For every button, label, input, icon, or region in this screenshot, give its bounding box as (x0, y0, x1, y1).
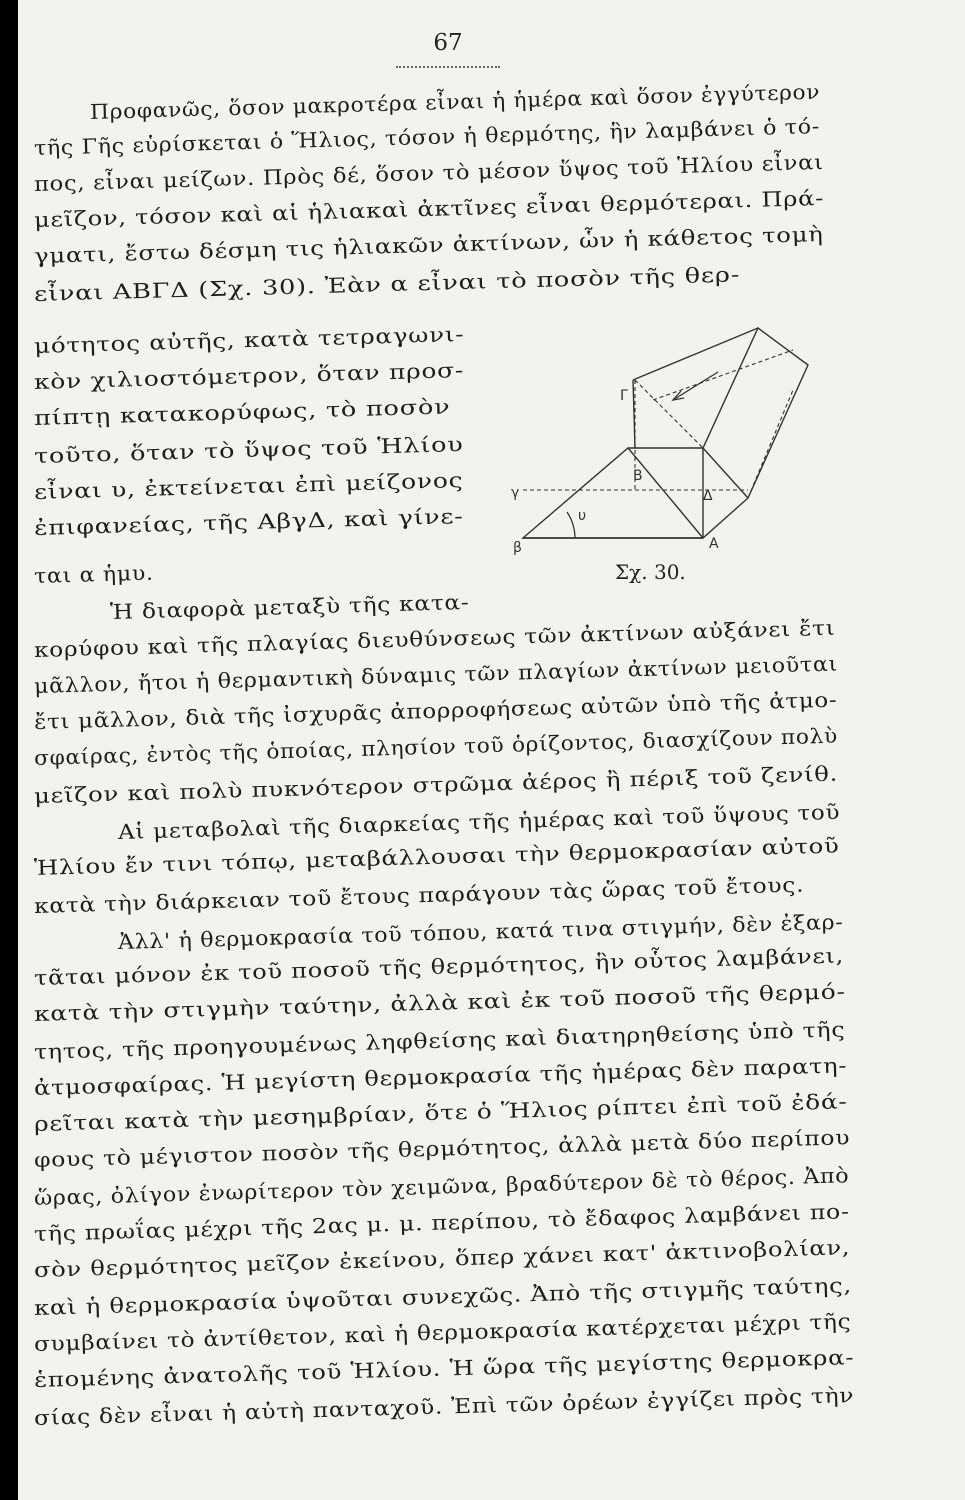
text-line: Ἡλίου ἔν τινι τόπῳ, μεταβάλλουσαι τὴν θερμοκρασίαν αὐτοῦ (33, 833, 840, 880)
ray-arrow (673, 372, 718, 400)
text-line: μᾶλλον, ἤτοι ἡ θερμαντικὴ δύναμις τῶν πλαγίων ἀκτίνων μειοῦται (33, 651, 839, 698)
text-line: Αἱ μεταβολαὶ τῆς διαρκείας τῆς ἡμέρας καὶ τοῦ ὕψους τοῦ (117, 799, 841, 844)
text-line: Ἀλλ' ἡ θερμοκρασία τοῦ τόπου, κατά τινα στιγμήν, δὲν ἐξαρ- (117, 909, 844, 954)
text-line: σίας δὲν εἶναι ἡ αὐτὴ πανταχοῦ. Ἐπὶ τῶν ὀρέων ἐγγίζει πρὸς τὴν (33, 1383, 855, 1430)
edge-gamma-delta (628, 448, 703, 538)
text-line: εἶναι ΑΒΓΔ (Σχ. 30). Ἐὰν α εἶναι τὸ ποσὸν τῆς θερ- (33, 262, 741, 306)
text-line: κορύφου καὶ τῆς πλαγίας διευθύνσεως τῶν ἀκτίνων αὐξάνει ἔτι (33, 615, 836, 662)
label-gamma-cap: Γ (620, 388, 628, 404)
text-line: πίπτῃ κατακορύφως, τὸ ποσὸν (33, 394, 451, 430)
text-line: κατὰ τὴν διάρκειαν τοῦ ἔτους παράγουν τὰς ὥρας τοῦ ἔτους. (33, 872, 805, 918)
book-page (18, 0, 965, 1500)
text-line: καὶ ἡ θερμοκρασία ὑψοῦται συνεχῶς. Ἀπὸ τῆς στιγμῆς ταύτης, (33, 1273, 853, 1320)
prism-diagram (493, 320, 853, 590)
text-line: σφαίρας, ἐντὸς τῆς ὁποίας, πλησίον τοῦ ὁρίζοντος, διασχίζουν πολὺ (33, 723, 839, 770)
text-line: τοῦτο, ὅταν τὸ ὕψος τοῦ Ἡλίου (33, 432, 464, 468)
hidden-edge-4 (653, 350, 793, 400)
text-line: πος, εἶναι μείζων. Πρὸς δέ, ὅσον τὸ μέσον ὕψος τοῦ Ἡλίου εἶναι (33, 149, 824, 196)
text-line: Ἡ διαφορὰ μεταξὺ τῆς κατα- (109, 589, 470, 624)
text-line: σὸν θερμότητος μεῖζον ἐκείνου, ὅπερ χάνει κατ' ἀκτινοβολίαν, (33, 1235, 851, 1282)
hidden-edge-2 (635, 380, 703, 448)
text-line: τῆς Γῆς εὑρίσκεται ὁ Ἥλιος, τόσον ἡ θερμότης, ἣν λαμβάνει ὁ τό- (33, 114, 821, 160)
label-gamma-small: γ (511, 485, 520, 501)
text-line: γματι, ἔστω δέσμη τις ἡλιακῶν ἀκτίνων, ὧν ἡ κάθετος τομὴ (33, 221, 824, 268)
text-line: ὥρας, ὀλίγον ἐνωρίτερον τὸν χειμῶνα, βραδύτερον δὲ τὸ θέρος. Ἀπὸ (33, 1163, 850, 1210)
label-beta-small: β (513, 540, 522, 556)
angle-arc (567, 512, 575, 538)
text-line: μεῖζον καὶ πολὺ πυκνότερον στρῶμα ἀέρος ἢ πέριξ τοῦ ζενίθ. (33, 761, 839, 808)
text-line: συμβαίνει τὸ ἀντίθετον, καὶ ἡ θερμοκρασία κατέρχεται μέχρι τῆς (33, 1309, 852, 1356)
figure-30 (493, 320, 853, 590)
text-line: ρεῖται κατὰ τὴν μεσημβρίαν, ὅτε ὁ Ἥλιος ρίπτει ἐπὶ τοῦ ἐδά- (33, 1089, 848, 1136)
text-line: εἶναι υ, ἐκτείνεται ἐπὶ μείζονος (33, 468, 464, 504)
text-line: ἑπομένης ἀνατολῆς τοῦ Ἡλίου. Ἡ ὥρα τῆς μεγίστης θερμοκρα- (33, 1345, 855, 1392)
text-line: κὸν χιλιοστόμετρον, ὅταν προσ- (33, 357, 465, 394)
text-line: ἀτμοσφαίρας. Ἡ μεγίστη θερμοκρασία τῆς ἡμέρας δὲν παρατη- (33, 1053, 848, 1100)
edge-top (633, 328, 758, 380)
label-delta-cap: Δ (703, 488, 713, 504)
text-line: τητος, τῆς προηγουμένως ληφθείσης καὶ διατηρηθείσης ὑπὸ τῆς (33, 1017, 846, 1064)
label-beta-cap: Β (633, 468, 643, 484)
label-alpha-cap: Α (709, 536, 719, 552)
text-line: ἐπιφανείας, τῆς ΑβγΔ, καὶ γίνε- (33, 504, 464, 540)
text-line: μεῖζον, τόσον καὶ αἱ ἡλιακαὶ ἀκτῖνες εἶναι θερμότεραι. Πρά- (33, 185, 825, 232)
label-upsilon: υ (578, 508, 587, 524)
text-line: τᾶται μόνον ἐκ τοῦ ποσοῦ τῆς θερμότητος, ἣν οὗτος λαμβάνει, (33, 943, 845, 990)
text-line: κατὰ τὴν στιγμὴν ταύτην, ἀλλὰ καὶ ἐκ τοῦ ποσοῦ τῆς θερμό- (33, 979, 846, 1026)
figure-caption: Σχ. 30. (615, 560, 686, 584)
text-line: ται α ἡμυ. (33, 560, 154, 588)
header-rule (396, 66, 500, 68)
text-line: φους τὸ μέγιστον ποσὸν τῆς θερμότητος, ἀλλὰ μετὰ δύο περίπου (33, 1125, 851, 1172)
text-line: τῆς πρωΐας μέχρι τῆς 2ας μ. μ. περίπου, τὸ ἔδαφος λαμβάνει πο- (33, 1199, 850, 1246)
page-number: 67 (433, 30, 463, 56)
text-line: ἔτι μᾶλλον, διὰ τῆς ἰσχυρᾶς ἀπορροφήσεως αὐτῶν ὑπὸ τῆς ἀτμο- (33, 687, 838, 734)
hidden-edge-5 (748, 390, 793, 498)
text-line: Προφανῶς, ὅσον μακροτέρα εἶναι ἡ ἡμέρα καὶ ὅσον ἐγγύτερον (89, 79, 821, 124)
text-line: μότητος αὐτῆς, κατὰ τετραγωνι- (33, 321, 465, 358)
